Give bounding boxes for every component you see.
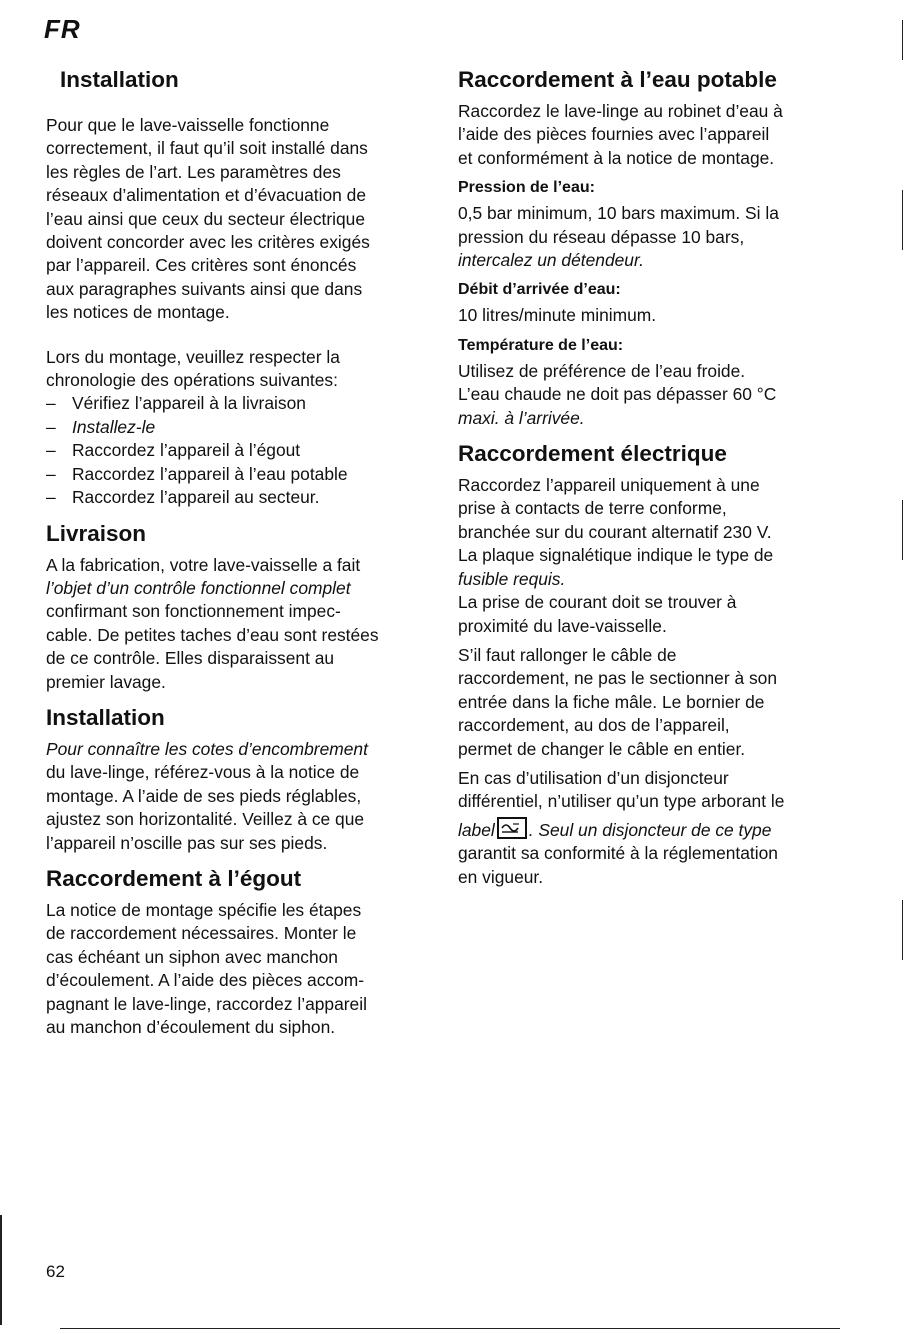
text-line: premier lavage. (46, 671, 166, 692)
text-line: cas échéant un siphon avec manchon (46, 946, 338, 967)
text-line: La plaque signalétique indique le type de (458, 545, 774, 566)
egout-paragraph (46, 899, 432, 1039)
text-line: et conformément à la notice de montage. (458, 147, 775, 168)
text-line: doivent concorder avec les critères exigés (46, 232, 370, 253)
text-line: correctement, il faut qu’il soit installé dans (46, 138, 368, 159)
text-line: fusible requis. (458, 568, 566, 589)
list-item: – Raccordez l’appareil à l’égout (46, 439, 432, 462)
text-line: Raccordez l’appareil uniquement à une (458, 475, 760, 496)
scan-edge-line (902, 190, 903, 250)
scan-edge-line (902, 900, 903, 960)
text-line: raccordement, au dos de l’appareil, (458, 715, 730, 736)
list-item: – Vérifiez l’appareil à la livraison (46, 392, 432, 415)
installation-paragraph (46, 738, 432, 855)
text-line: garantit sa conformité à la réglementation (458, 843, 778, 864)
debit-paragraph (458, 304, 838, 327)
left-column (46, 60, 432, 1039)
text-line: raccordement, ne pas le sectionner à son (458, 668, 778, 689)
order-paragraph (46, 346, 432, 510)
text-line: au manchon d’écoulement du siphon. (46, 1017, 336, 1037)
text-line: chronologie des opérations suivantes: (46, 370, 338, 391)
text-line: d’écoulement. A l’aide des pièces accom- (46, 970, 365, 991)
text-line: par l’appareil. Ces critères sont énoncés (46, 255, 357, 276)
list-item: – Installez-le (46, 416, 432, 439)
text-line: intercalez un détendeur. (458, 250, 644, 271)
elec-paragraph-3 (458, 767, 838, 889)
text-line: Raccordez le lave-linge au robinet d’eau à (458, 101, 783, 121)
text-line: aux paragraphes suivants ainsi que dans (46, 278, 363, 299)
text-line: pression du réseau dépasse 10 bars, (458, 226, 745, 247)
text-line: S’il faut rallonger le câble de (458, 644, 677, 665)
text-line: ajustez son horizontalité. Veillez à ce que (46, 809, 365, 830)
text-line: les règles de l’art. Les paramètres des (46, 161, 341, 182)
intro-paragraph (46, 114, 432, 325)
pression-paragraph (458, 202, 838, 272)
text-line: cable. De petites taches d’eau sont restées (46, 624, 379, 645)
right-column (458, 60, 838, 889)
text-line: l’objet d’un contrôle fonctionnel complet (46, 577, 351, 598)
text-line: permet de changer le câble en entier. (458, 738, 746, 759)
text-line: branchée sur du courant alternatif 230 V. (458, 521, 772, 542)
text-line-with-icon (458, 817, 838, 842)
text-line: 10 litres/minute minimum. (458, 305, 657, 326)
scan-edge-line (902, 20, 903, 60)
text-line: de raccordement nécessaires. Monter le (46, 923, 357, 944)
text-fragment: . Seul un disjoncteur de ce type (528, 819, 772, 840)
text-line: du lave-linge, référez-vous à la notice de (46, 762, 360, 783)
eau-paragraph (458, 100, 838, 170)
scan-edge-line (0, 1215, 2, 1325)
livraison-paragraph (46, 554, 432, 694)
text-line: En cas d’utilisation d’un disjoncteur (458, 767, 729, 788)
section-title-electrique: Raccordement électrique (458, 441, 727, 467)
label-word: label (458, 819, 495, 840)
text-line: l’eau ainsi que ceux du secteur électrique (46, 208, 366, 229)
temperature-label: Température de l’eau: (458, 336, 624, 354)
text-line: Lors du montage, veuillez respecter la (46, 346, 340, 367)
rcd-label-icon (497, 817, 527, 839)
text-line: l’appareil n’oscille pas sur ses pieds. (46, 832, 328, 853)
section-title-livraison: Livraison (46, 520, 147, 546)
text-line: A la fabrication, votre lave-vaisselle a fait (46, 554, 361, 575)
list-item: – Raccordez l’appareil à l’eau potable (46, 463, 432, 486)
elec-paragraph-2 (458, 644, 838, 761)
page-number: 62 (46, 1262, 65, 1281)
text-line: en vigueur. (458, 866, 544, 887)
text-line: montage. A l’aide de ses pieds réglables, (46, 785, 362, 806)
text-line: maxi. à l’arrivée. (458, 407, 585, 428)
section-title-installation-main: Installation (60, 67, 179, 92)
text-line: de ce contrôle. Elles disparaissent au (46, 648, 335, 669)
text-line: l’aide des pièces fournies avec l’appareil (458, 124, 770, 145)
steps-list (46, 392, 432, 509)
list-item: – Raccordez l’appareil au secteur. (46, 486, 432, 509)
text-line: 0,5 bar minimum, 10 bars maximum. Si la (458, 203, 779, 224)
text-line: proximité du lave-vaisselle. (458, 615, 667, 636)
pression-label: Pression de l’eau: (458, 179, 595, 197)
text-line: Utilisez de préférence de l’eau froide. (458, 360, 746, 381)
text-line: pagnant le lave-linge, raccordez l’appareil (46, 993, 367, 1014)
text-line: Pour que le lave-vaisselle fonctionne (46, 115, 330, 135)
text-line: L’eau chaude ne doit pas dépasser 60 °C (458, 384, 777, 405)
elec-paragraph-1 (458, 474, 838, 638)
section-title-installation: Installation (46, 704, 165, 730)
temperature-paragraph (458, 360, 838, 430)
scan-edge-line (902, 500, 903, 560)
text-line: différentiel, n’utiliser qu’un type arborant le (458, 791, 785, 812)
scan-edge-line (60, 1328, 840, 1329)
text-line: confirmant son fonctionnement impec- (46, 601, 341, 622)
section-title-egout: Raccordement à l’égout (46, 865, 302, 891)
text-line: Pour connaître les cotes d’encombrement (46, 738, 368, 759)
section-title-eau-potable: Raccordement à l’eau potable (458, 67, 777, 92)
debit-label: Débit d’arrivée d’eau: (458, 281, 621, 299)
language-code: FR (44, 14, 81, 44)
text-line: La notice de montage spécifie les étapes (46, 899, 362, 920)
text-line: La prise de courant doit se trouver à (458, 592, 737, 613)
text-line: réseaux d’alimentation et d’évacuation de (46, 185, 367, 206)
text-line: prise à contacts de terre conforme, (458, 498, 727, 519)
text-line: les notices de montage. (46, 302, 230, 323)
text-line: entrée dans la fiche mâle. Le bornier de (458, 691, 765, 712)
